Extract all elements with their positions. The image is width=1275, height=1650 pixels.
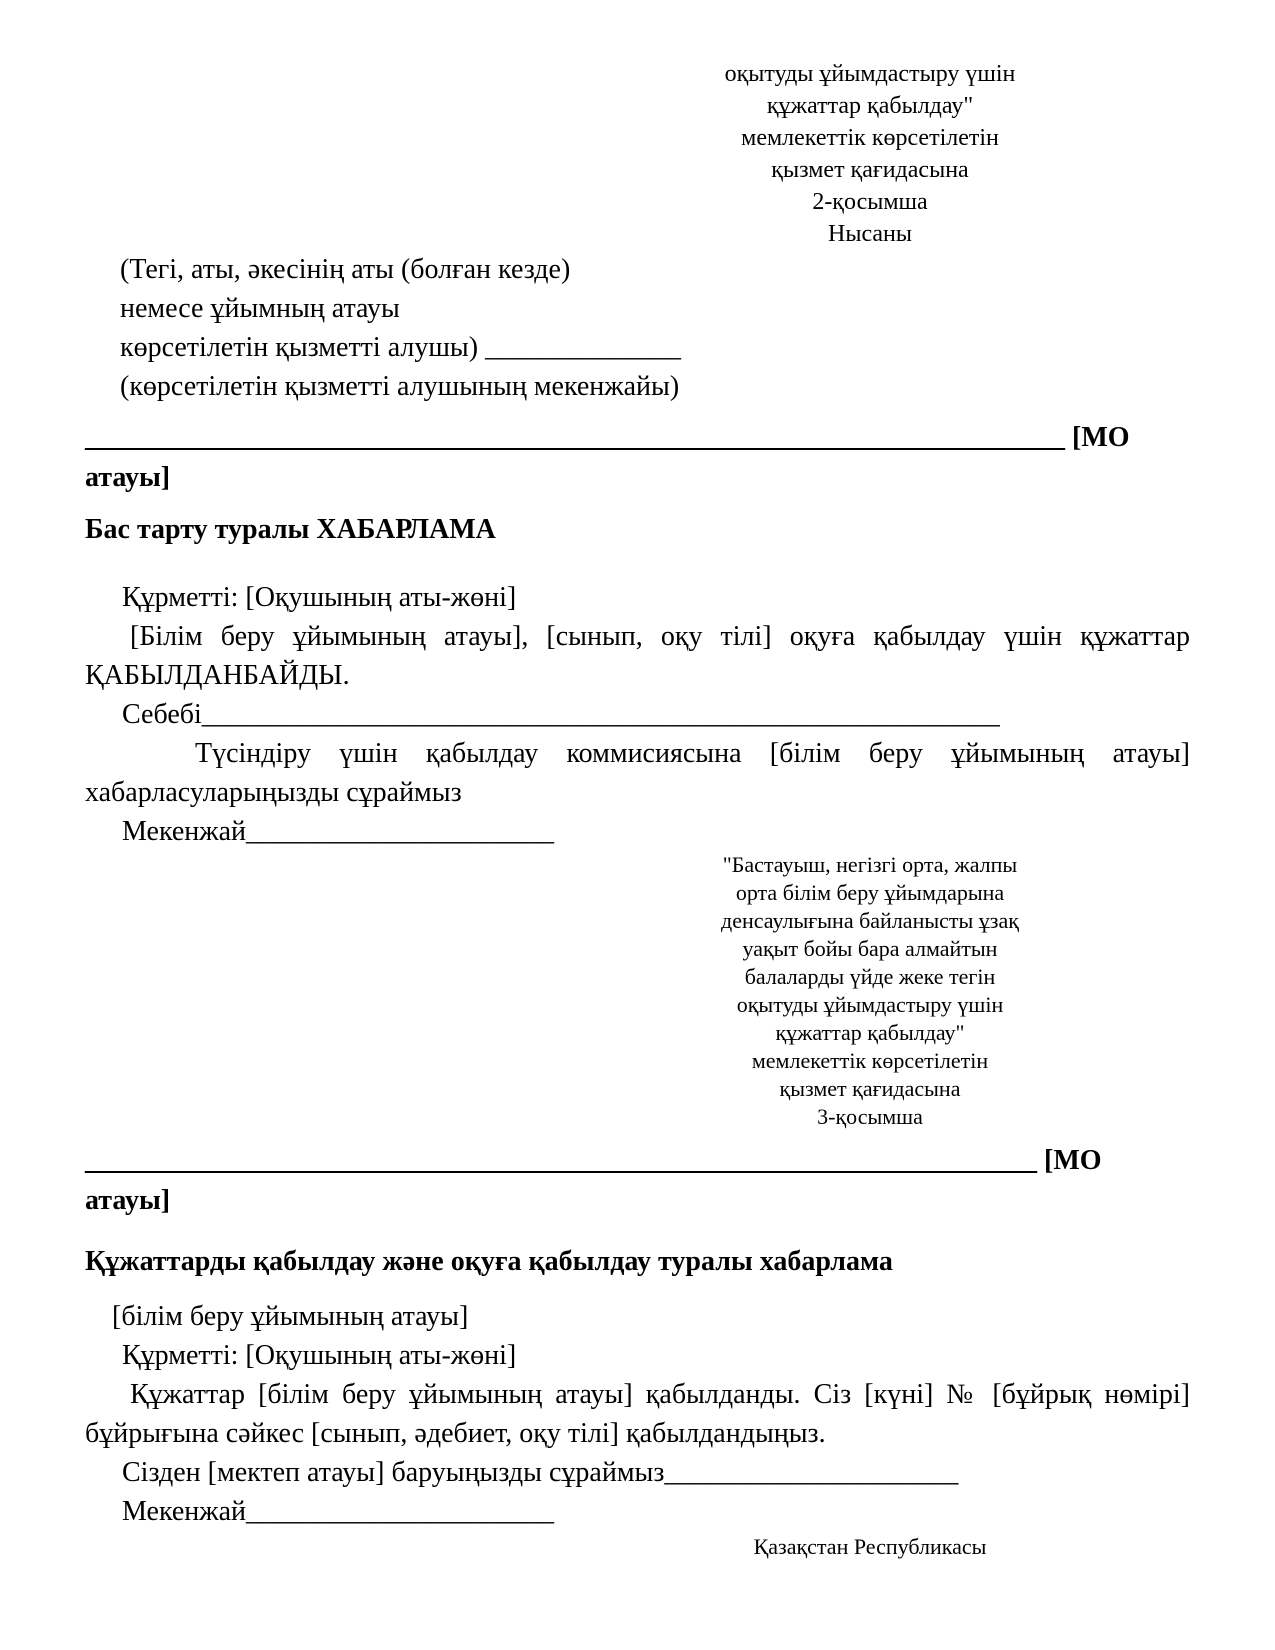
- refusal-clarify-line: Түсіндіру үшін қабылдау коммисиясына [білім беру ұйымының атауы]: [195, 738, 1190, 769]
- admission-greeting: Құрметті: [Оқушының аты-жөні]: [122, 1340, 517, 1371]
- admission-body-line: бұйрығына сәйкес [сынып, әдебиет, оқу тілі] қабылдандыңыз.: [85, 1418, 826, 1449]
- recipient-address-caption: (көрсетілетін қызметті алушының мекенжайы): [120, 371, 680, 402]
- mo-name-line-2: [85, 1141, 1190, 1221]
- mo-name-fill-line: ____________________________________________________________________ [МО: [85, 1145, 1102, 1176]
- appendix-3-number: 3-қосымша: [817, 1104, 923, 1129]
- recipient-block: [120, 250, 1190, 406]
- appendix-2-line: оқытуды ұйымдастыру үшін: [724, 61, 1016, 87]
- admission-org-line: [білім беру ұйымының атауы]: [112, 1301, 469, 1332]
- appendix-3-line: орта білім беру ұйымдарына: [735, 880, 1005, 905]
- appendix-3-line: оқытуды ұйымдастыру үшін: [736, 992, 1004, 1017]
- refusal-clarify: [85, 734, 1190, 812]
- appendix-3-line: мемлекеттік көрсетілетін: [751, 1048, 989, 1073]
- admission-address-fill-line: Мекенжай______________________: [122, 1496, 555, 1527]
- appendix-3-reference-block: [655, 851, 1085, 1131]
- appendix-3-line: денсаулығына байланысты ұзақ: [721, 908, 1019, 933]
- admission-heading: Құжаттарды қабылдау және оқуға қабылдау туралы хабарлама: [85, 1246, 893, 1277]
- admission-body: [85, 1375, 1190, 1453]
- mo-name-line-1: [85, 418, 1190, 498]
- refusal-reason-fill-line: Себебі_________________________________________________________: [122, 699, 1000, 730]
- appendix-2-line: құжаттар қабылдау": [766, 93, 974, 119]
- refusal-body-line: [Білім беру ұйымының атауы], [сынып, оқу тілі] оқуға қабылдау үшін құжаттар: [130, 621, 1190, 652]
- appendix-3-line: "Бастауыш, негізгі орта, жалпы: [722, 852, 1018, 877]
- appendix-3-line: уақыт бойы бара алмайтын: [742, 936, 998, 961]
- recipient-line: (Тегі, аты, әкесінің аты (болған кезде): [120, 254, 571, 285]
- refusal-body-line: ҚАБЫЛДАНБАЙДЫ.: [85, 660, 350, 691]
- appendix-2-line: қызмет қағидасына: [771, 157, 969, 183]
- refusal-greeting: Құрметті: [Оқушының аты-жөні]: [122, 582, 517, 613]
- refusal-address-fill-line: Мекенжай______________________: [122, 816, 555, 847]
- appendix-2-form-label: Нысаны: [827, 221, 913, 247]
- refusal-clarify-line: хабарласуларыңызды сұраймыз: [85, 777, 462, 808]
- refusal-body: [85, 617, 1190, 695]
- refusal-heading: Бас тарту туралы ХАБАРЛАМА: [85, 514, 496, 545]
- appendix-3-line: қызмет қағидасына: [779, 1076, 961, 1101]
- appendix-3-line: құжаттар қабылдау": [775, 1020, 965, 1045]
- appendix-2-number: 2-қосымша: [812, 189, 928, 215]
- mo-name-fill-line: ______________________________________________________________________ [МО: [85, 422, 1130, 453]
- appendix-2-reference-block: [655, 58, 1085, 250]
- admission-visit-fill-line: Сізден [мектеп атауы] баруыңызды сұраймыз_____________________: [122, 1457, 959, 1488]
- admission-body-line: Құжаттар [білім беру ұйымының атауы] қабылданды. Сіз [күні] № [бұйрық нөмірі]: [130, 1379, 1190, 1410]
- recipient-fill-line: көрсетілетін қызметті алушы) ______________: [120, 332, 682, 363]
- appendix-2-line: мемлекеттік көрсетілетін: [741, 125, 999, 151]
- country-label: Қазақстан Республикасы: [753, 1534, 987, 1559]
- appendix-3-line: балаларды үйде жеке тегін: [744, 964, 996, 989]
- recipient-line: немесе ұйымның атауы: [120, 293, 400, 324]
- mo-name-label: атауы]: [85, 462, 171, 493]
- mo-name-label: атауы]: [85, 1185, 171, 1216]
